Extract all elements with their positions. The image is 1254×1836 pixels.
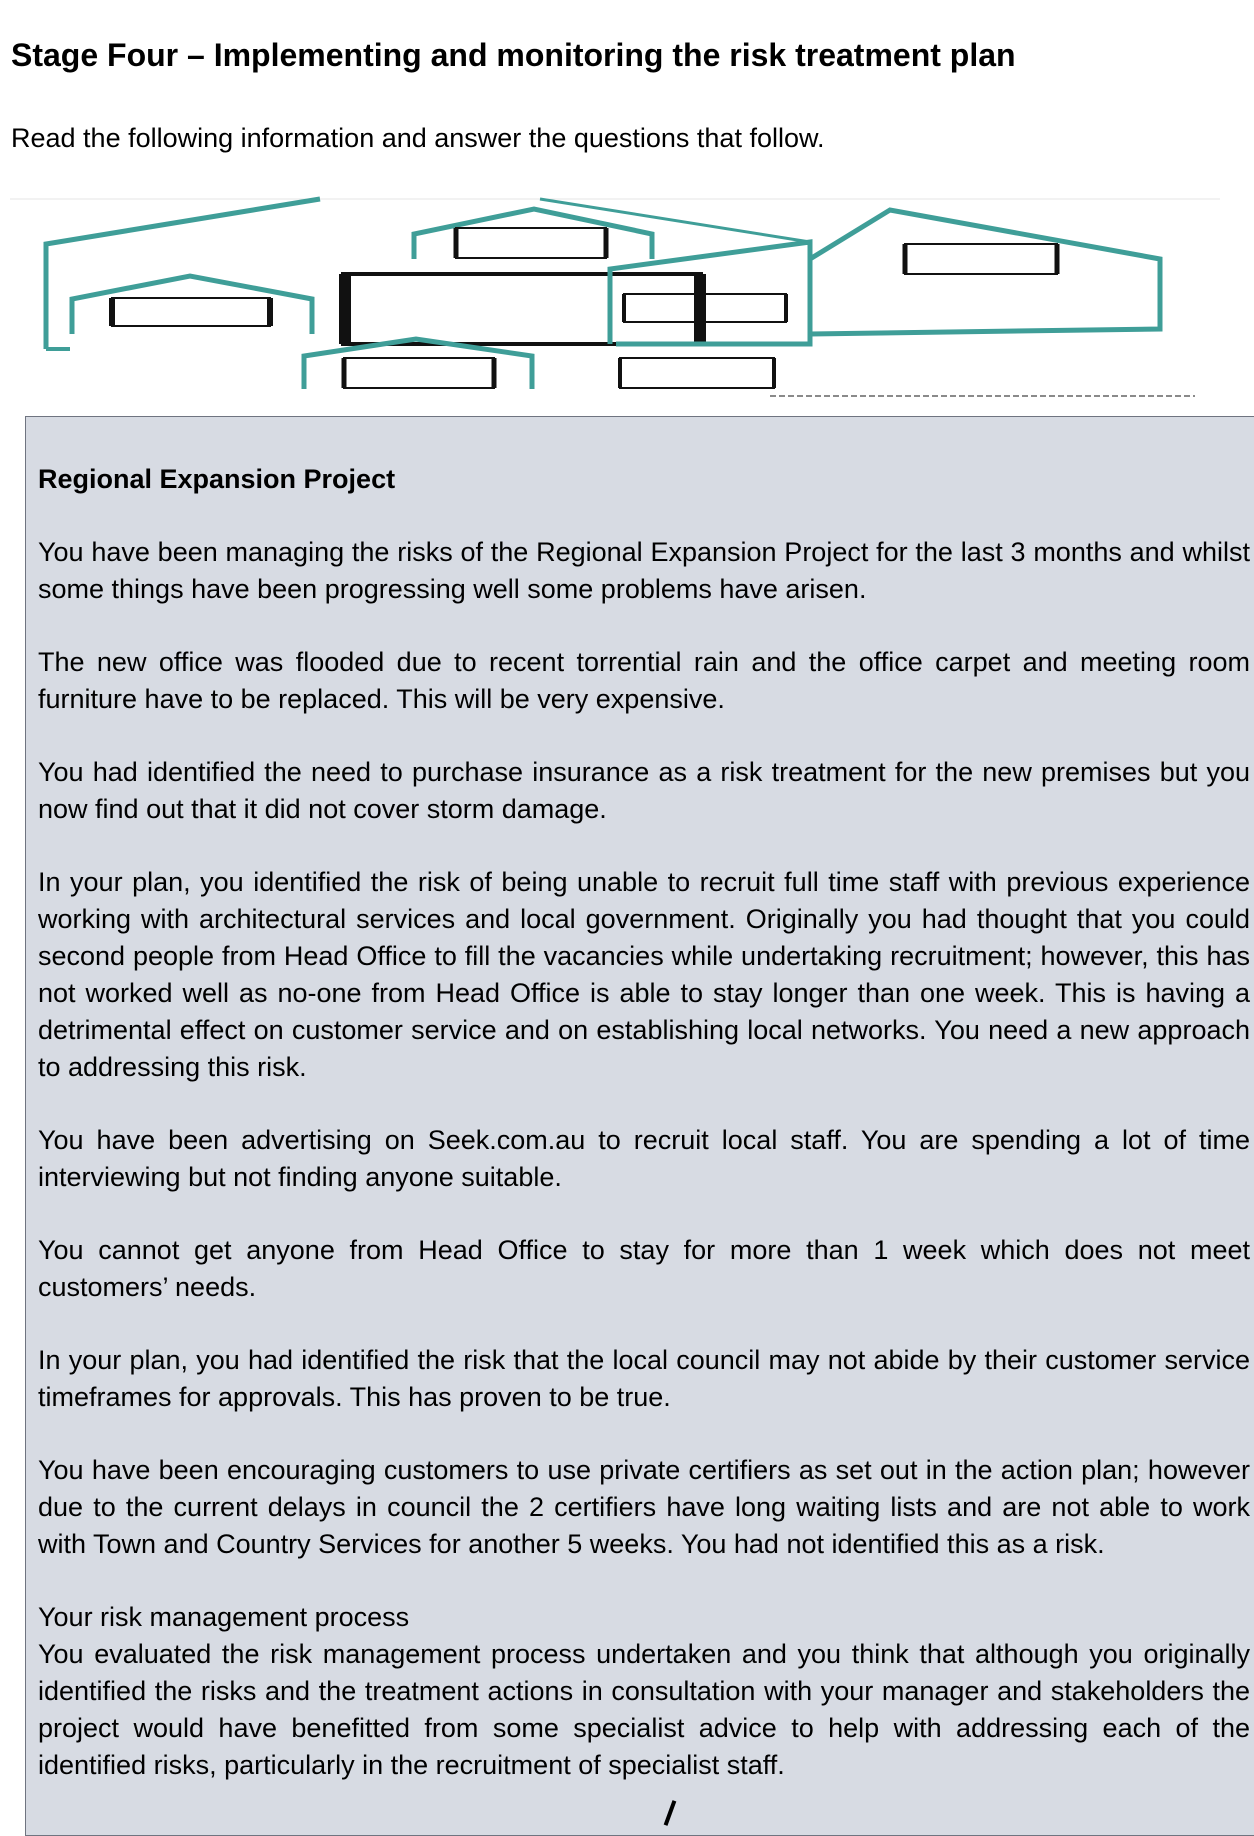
case-study-paragraph: In your plan, you identified the risk of being unable to recruit full time staff with previous experience working with architectural services and local government. Originally you had thought that you could second people from Head Office to fill the vacancies while undertaking recruitment; however, this has not worked well as no-one from Head Office is able to stay longer than one week. This is having a detrimental effect on customer service and on establishing local networks. You need a new approach to addressing this risk. — [38, 867, 1250, 1082]
case-study-paragraph: You cannot get anyone from Head Office to stay for more than 1 week which does not meet customers’ needs. — [38, 1235, 1250, 1302]
process-paragraph: You evaluated the risk management process undertaken and you think that although you originally identified the risks and the treatment actions in consultation with your manager and stakeholders the project would have benefitted from some specialist advice to help with addressing each of the identified risks, particularly in the recruitment of specialist staff. — [38, 1639, 1250, 1780]
houses-banner-image — [10, 194, 1220, 404]
case-study-paragraph: You have been managing the risks of the Regional Expansion Project for the last 3 months and whilst some things have been progressing well some problems have arisen. — [38, 537, 1250, 604]
case-study-paragraph: In your plan, you had identified the risk that the local council may not abide by their customer service timeframes for approvals. This has proven to be true. — [38, 1345, 1250, 1412]
page-title: Stage Four – Implementing and monitoring the risk treatment plan — [11, 37, 1016, 73]
case-study-paragraph: You have been encouraging customers to use private certifiers as set out in the action plan; however due to the current delays in council the 2 certifiers have long waiting lists and are not able to work with Town and Country Services for another 5 weeks. You had not identified this as a risk. — [38, 1455, 1250, 1559]
case-study-paragraph: You had identified the need to purchase insurance as a risk treatment for the new premises but you now find out that it did not cover storm damage. — [38, 757, 1250, 824]
intro-text: Read the following information and answer the questions that follow. — [11, 123, 825, 153]
process-heading: Your risk management process — [38, 1602, 410, 1632]
case-study-paragraph: The new office was flooded due to recent torrential rain and the office carpet and meeting room furniture have to be replaced. This will be very expensive. — [38, 647, 1250, 714]
case-study-heading: Regional Expansion Project — [38, 464, 396, 494]
case-study-panel — [25, 416, 1254, 1836]
case-study-content — [38, 461, 1250, 1784]
case-study-paragraph: You have been advertising on Seek.com.au to recruit local staff. You are spending a lot of time interviewing but not finding anyone suitable. — [38, 1125, 1250, 1192]
